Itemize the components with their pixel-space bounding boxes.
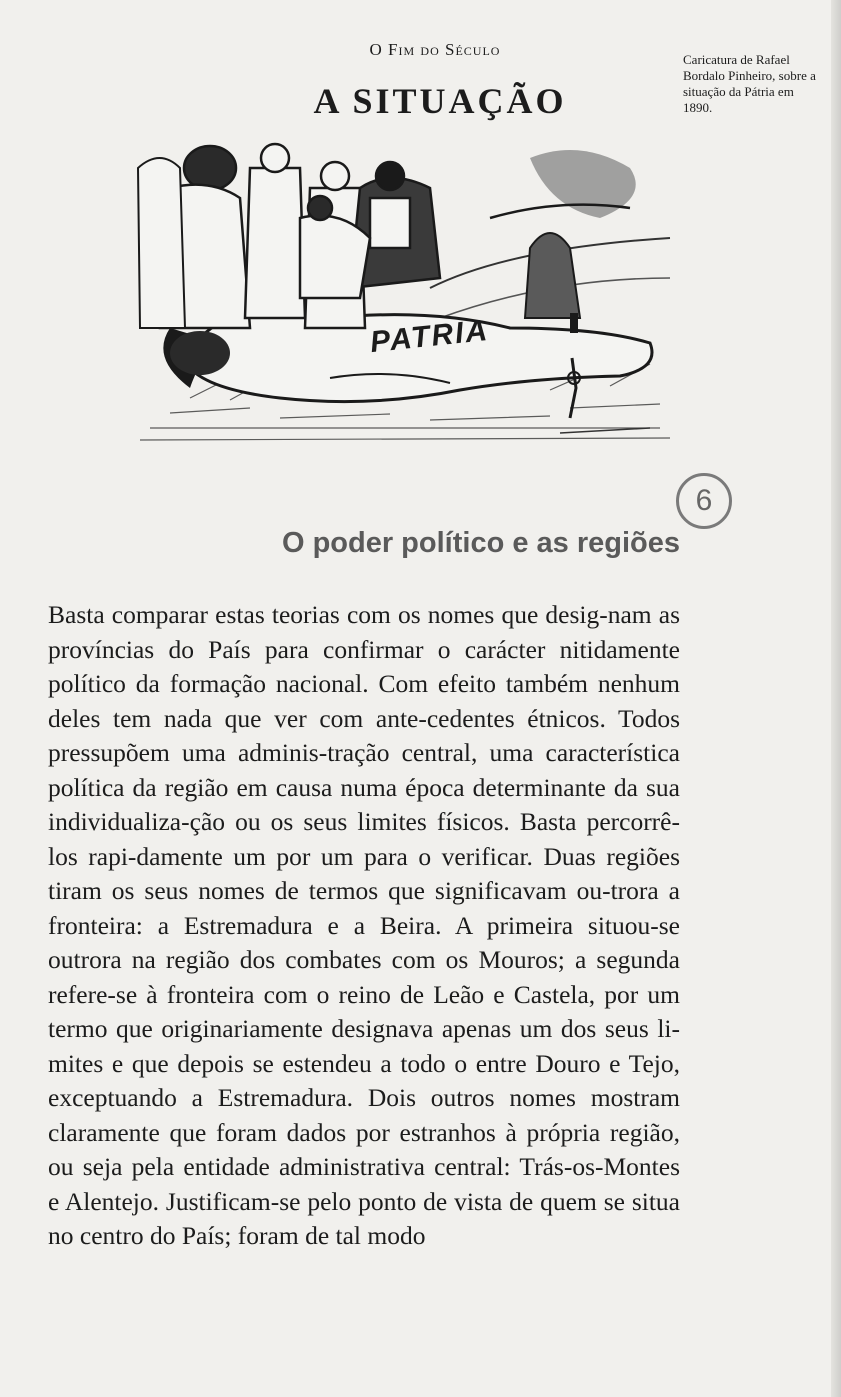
section-heading: O poder político e as regiões [281,527,680,559]
figure-title: A SITUAÇÃO [313,81,567,121]
figure-caption: Caricatura de Rafael Bordalo Pinheiro, sobre a situação da Pátria em 1890. [683,52,816,115]
page-edge-shadow [831,0,841,1397]
figure-plaque-label: PATRIA [368,313,491,360]
caricature-drawing [130,128,678,448]
chapter-number-badge [676,473,732,529]
figure-supertitle: O Fim do Século [369,40,501,59]
chapter-number: 6 [695,484,713,517]
body-paragraph: Basta comparar estas teorias com os nomes que desig-nam as províncias do País para confirmar o carácter nitidamente político da formação nacional. Com efeito também nenhum deles tem nada que ver com ante-cedentes étnicos. Todos pressupõem uma adminis-tração central, uma característica política da região em causa numa época determinante da sua individualiza-ção ou os seus limites físicos. Basta percorrê-los rapi-damente um por um para o verificar. Duas regiões tiram os seus nomes de termos que significavam ou-trora a fronteira: a Estremadura e a Beira. A primeira situou-se outrora na região dos combates com os Mouros; a segunda refere-se à fronteira com o reino de Leão e Castela, por um termo que originariamente designava apenas um dos seus li-mites e que depois se estendeu a todo o entre Douro e Tejo, exceptuando a Estremadura. Dois outros nomes mostram claramente que foram dados por estranhos à própria região, ou seja pela entidade administrativa central: Trás-os-Montes e Alentejo. Justificam-se pelo ponto de vista de quem se situa no centro do País; foram de tal modo [48,600,680,1250]
caricature-figure [130,28,678,448]
